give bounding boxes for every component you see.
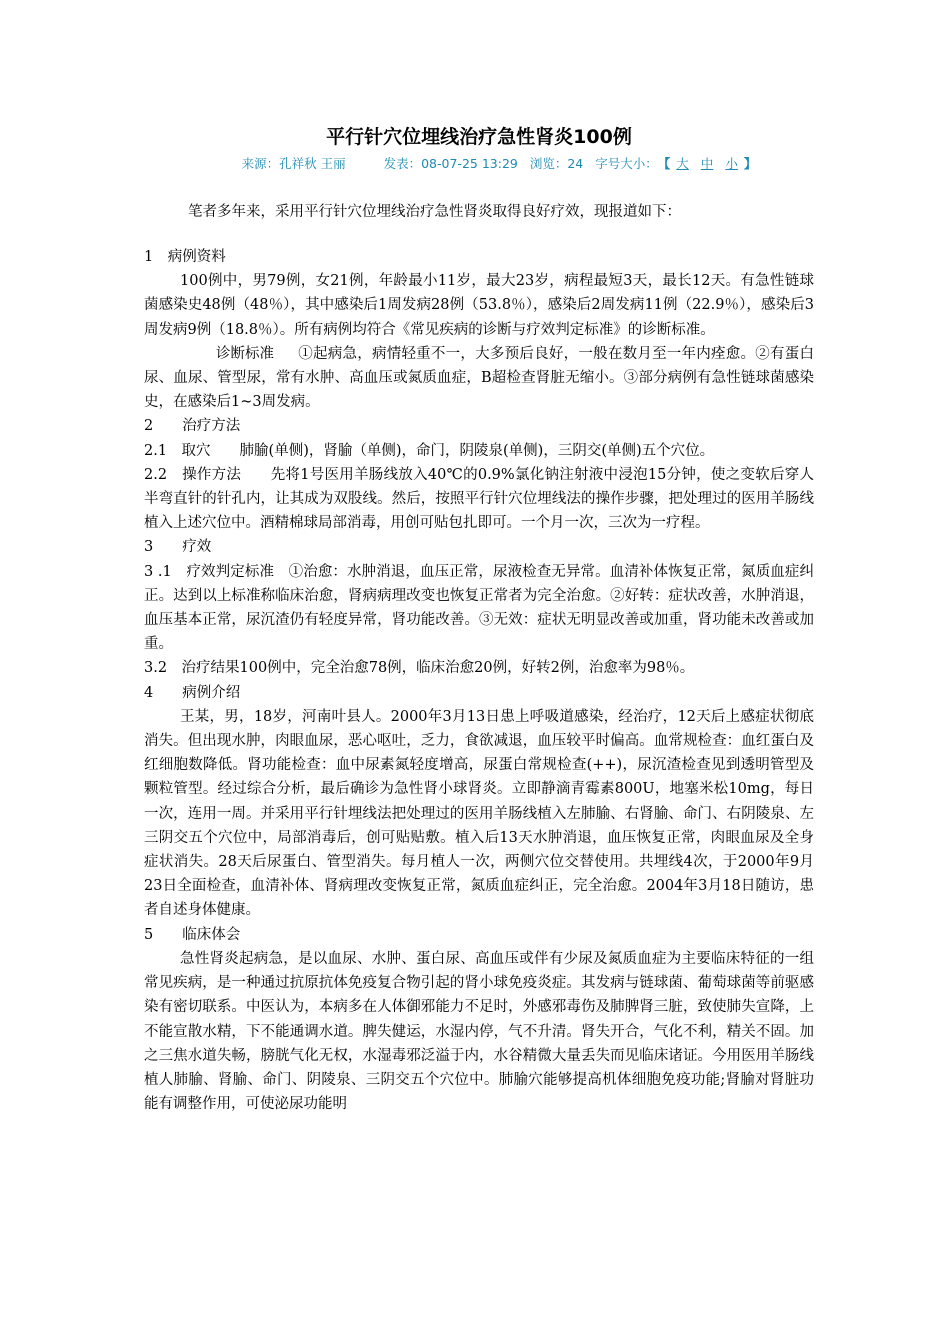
font-size-large-link[interactable]: 大 bbox=[676, 156, 689, 171]
section-2-heading: 2 治疗方法 bbox=[144, 418, 241, 435]
section-4-heading: 4 病例介绍 bbox=[144, 684, 241, 701]
article-body bbox=[144, 245, 814, 1116]
section-3-heading: 3 疗效 bbox=[144, 539, 212, 556]
meta-date: 发表：08-07-25 13:29 bbox=[383, 156, 518, 171]
diagnostic-criteria-text: ①起病急，病情轻重不一，大多预后良好，一般在数月至一年内痊愈。②有蛋白尿、血尿、管型尿，常有水肿、高血压或氮质血症，B超检查肾脏无缩小。③部分病例有急性链球菌感染史，在感染后1~3周发病。 bbox=[144, 345, 814, 411]
section-2-2-paragraph: 2.2 操作方法 先将1号医用羊肠线放入40℃的0.9%氯化钠注射液中浸泡15分钟，使之变软后穿人半弯直针的针孔内，让其成为双股线。然后，按照平行针穴位埋线法的操作步骤，把处理过的医用羊肠线植入上述穴位中。酒精棉球局部消毒，用创可贴包扎即可。一个月一次，三次为一疗程。 bbox=[144, 466, 814, 532]
section-3-2-paragraph: 3.2 治疗结果100例中，完全治愈78例，临床治愈20例，好转2例，治愈率为98％。 bbox=[144, 660, 695, 677]
font-size-switcher bbox=[658, 154, 757, 174]
section-5-heading: 5 临床体会 bbox=[144, 926, 241, 943]
article bbox=[144, 120, 814, 1116]
section-1-paragraph: 100例中，男79例，女21例，年龄最小11岁，最大23岁，病程最短3天，最长12天。有急性链球菌感染史48例（48％），其中感染后1周发病28例（53.8％），感染后2周发病11例（22.9％），感染后3周发病9例（18.8％）。所有病例均符合《常见疾病的诊断与疗效判定标准》的诊断标准。 bbox=[144, 273, 814, 338]
meta-views: 浏览：24 bbox=[529, 156, 584, 171]
section-1-heading: 1 病例资料 bbox=[144, 249, 226, 265]
article-meta bbox=[184, 154, 814, 174]
section-5-paragraph: 急性肾炎起病急，是以血尿、水肿、蛋白尿、高血压或伴有少尿及氮质血症为主要临床特征的一组常见疾病，是一种通过抗原抗体免疫复合物引起的肾小球免疫炎症。其发病与链球菌、葡萄球菌等前驱感染有密切联系。中医认为，本病多在人体御邪能力不足时，外感邪毒伤及肺脾肾三脏，致使肺失宣降，上不能宣散水精，下不能通调水道。脾失健运，水湿内停，气不升清。肾失开合，气化不利，精关不固。加之三焦水道失畅，膀胱气化无权，水湿毒邪泛溢于内，水谷精微大量丢失而见临床诸证。今用医用羊肠线植人肺腧、肾腧、命门、阴陵泉、三阴交五个穴位中。肺腧穴能够提高机体细胞免疫功能;肾腧对肾脏功能有调整作用，可使泌尿功能明 bbox=[144, 950, 814, 1113]
section-4-paragraph: 王某，男，18岁，河南叶县人。2000年3月13日患上呼吸道感染，经治疗，12天后上感症状彻底消失。但出现水肿，肉眼血尿，恶心呕吐，乏力，食欲减退，血压较平时偏高。血常规检查：血红蛋白及红细胞数降低。肾功能检查：血中尿素氮轻度增高，尿蛋白常规检查(++)，尿沉渣检查见到透明管型及颗粒管型。经过综合分析，最后确诊为急性肾小球肾炎。立即静滴青霉素800U，地塞米松10mg，每日一次，连用一周。并采用平行针埋线法把处理过的医用羊肠线植入左肺腧、右肾腧、命门、右阴陵泉、左三阴交五个穴位中，局部消毒后，创可贴贴敷。植入后13天水肿消退，血压恢复正常，肉眼血尿及全身症状消失。28天后尿蛋白、管型消失。每月植人一次，两侧穴位交替使用。共埋线4次，于2000年9月23日全面检查，血清补体、肾病理改变恢复正常，氮质血症纠正，完全治愈。2004年3月18日随访，患者自述身体健康。 bbox=[144, 708, 814, 919]
section-2-1-paragraph: 2.1 取穴 肺腧(单侧)，肾腧（单侧)，命门，阴陵泉(单侧)，三阴交(单侧)五个穴位。 bbox=[144, 442, 715, 459]
bracket-close: 】 bbox=[743, 156, 757, 171]
intro-paragraph: 笔者多年来，采用平行针穴位埋线治疗急性肾炎取得良好疗效，现报道如下： bbox=[188, 204, 681, 220]
diagnostic-criteria-label: 诊断标准 bbox=[216, 345, 274, 362]
meta-fontsize-label: 字号大小： bbox=[595, 156, 658, 171]
page-title: 平行针穴位埋线治疗急性肾炎100例 bbox=[326, 126, 632, 148]
font-size-medium-link[interactable]: 中 bbox=[700, 156, 714, 171]
bracket-open: 【 bbox=[657, 156, 671, 171]
meta-source: 来源：孔祥秋 王丽 bbox=[241, 156, 346, 171]
section-3-1-paragraph: 3 .1 疗效判定标准 ①治愈：水肿消退，血压正常，尿液检查无异常。血清补体恢复正常，氮质血症纠正。达到以上标准称临床治愈，肾病病理改变也恢复正常者为完全治愈。②好转：症状改善，水肿消退，血压基本正常，尿沉渣仍有轻度异常，肾功能改善。③无效：症状无明显改善或加重，肾功能未改善或加重。 bbox=[144, 563, 814, 653]
font-size-small-link[interactable]: 小 bbox=[725, 156, 738, 171]
diagnostic-criteria-paragraph bbox=[144, 342, 814, 415]
